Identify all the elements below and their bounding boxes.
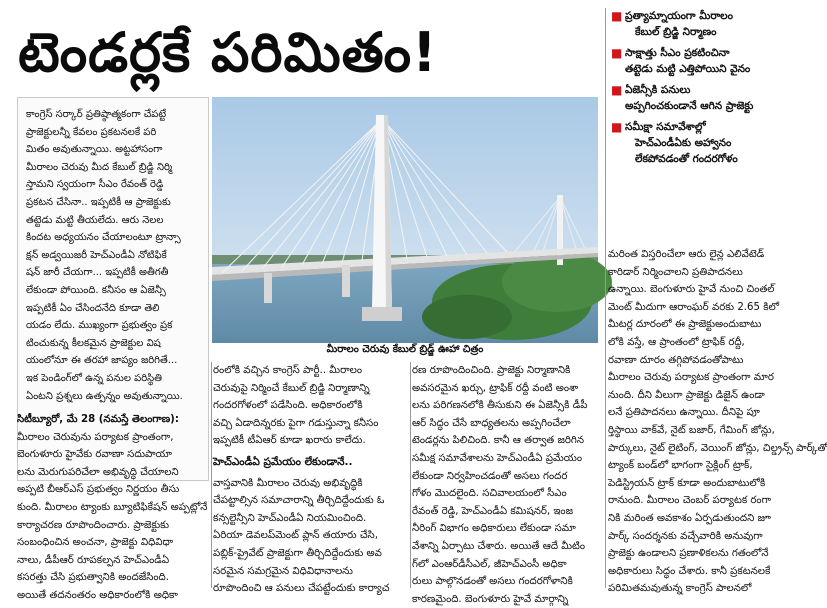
body-line: రవాణా దూరం తగ్గిపోవడంతోపాటు [608,354,744,366]
bridge-photo [212,97,598,343]
column-1 [17,411,209,605]
highlight-line: అప్పగించకుండానే ఆగిన ప్రాజెక్టు [625,100,754,112]
highlight-line: కేబుల్ బ్రిడ్జి నిర్మాణం [635,26,717,38]
body-line: రణ రూపొందించింది. ప్రాజెక్టు నిర్మాణానికి [412,365,571,376]
body-line: మరింత విస్తరించేలా ఆరు లైన్ల ఎలివేటెడ్ [608,249,765,260]
body-line: గ్‌లో ఎంఆర్‌డీసీఎల్, జీహెచ్ఎంసీ అధికా [412,558,567,570]
body-line: మెంట్ మీదుగా ఆరాంఘర్ వరకు 2.65 కిలో [608,301,780,313]
intro-line: ఇక పెండింగ్‌లో ఉన్న పనుల పరిస్థితి [26,372,162,384]
body-line: చెరువుపై నిర్మించే కేబుల్ బ్రిడ్జి నిర్మాణాన్ని [213,382,370,394]
highlight-line: తట్టెడు మట్టి ఎత్తిపోయిని వైనం [625,63,751,75]
body-line: ఏరియా డెవలప్‌మెంట్ ప్లాన్ తయారు చేసి, [213,530,378,542]
body-line: గందరగోళంలో పడేసింది. అధికారంలోకి [213,400,363,412]
body-line: సరమైన సమగ్రమైన విధివిధానాలను [213,565,353,577]
body-line: లేకుండా నిర్వహించడంతో అసలు గందర [412,470,568,482]
body-line: రూపొందించి ఆ పనులు చేపట్టేందుకు కార్యాచ [213,583,390,595]
intro-line: స్తామని స్వయంగా సీఎం రేవంత్ రెడ్డి [26,179,164,191]
highlight-line: ప్రత్యామ్నాయంగా మీరాలం [625,10,733,22]
body-line: కుంది. మీరాలం ట్యాంకు బ్యూటిఫికేషన్ అప్పట్లోనే [17,501,208,513]
body-line: కారణమైంది. బెంగుళూరు హైవే మార్గాన్ని [412,593,569,605]
body-line: టెండర్లను పిలిచింది. కానీ ఆ తర్వాత జరిగిన [412,435,585,447]
body-line: పార్క్ సందర్శనకు వచ్చేవారికి అనువుగా [608,530,763,542]
body-line: ఆర్ సిద్ధం చేసే బాధ్యతలను అప్పగించేలా [412,417,571,429]
highlights-box [611,8,791,244]
body-line: సమీక్ష సమావేశాలను హెచ్ఎండీఏ ప్రమేయం [412,452,583,464]
intro-line: యడం లేదు. ముఖ్యంగా ప్రభుత్వం ప్రక [26,320,173,332]
body-line: సిటీబ్యూరో, మే 28 (నమస్తే తెలంగాణ): [17,414,179,425]
red-square-bullet-icon: ■ [611,46,623,60]
body-line: పరిమితమవుతున్న కాంగ్రెస్ పాలనలో [608,583,752,595]
body-line: రులు పాల్గొనడంతో అసలు గందరగోళానికి [412,576,573,588]
page-headline: టెండర్లకే పరిమితం! [18,21,438,84]
body-line: గోళం మొదలైంది. సచివాలయంలో సీఎం [412,488,567,500]
body-line: చేపట్టాల్సిన సమాచారాన్ని తీర్చిదిద్దేందుకు ఓ [213,495,385,507]
body-line: అవసరమైన ఖర్చు, ట్రాఫిక్ రద్దీ వంటి అంశా [412,382,579,394]
column-divider [211,362,212,588]
body-line: లోకి వస్తే, ఆ ప్రాంతంలో ట్రాఫిక్ రద్దీ, [608,336,745,348]
body-line: పబ్లిక్-ప్రైవేట్ ప్రాజెక్టుగా తీర్చిదిద్దేందుకు అవ [213,547,382,559]
intro-line: కాంగ్రెస్ సర్కార్ ప్రతిష్ఠాత్మకంగా చేపట్టే [26,109,167,120]
body-line: లనే ప్రతిపాదనలు ఉన్నాయి. దీనిపై పూ [608,407,760,419]
intro-line: లేకుండా పోయింది. కనీసం ఆ ఏజెన్సీ [26,284,166,296]
intro-line: మీరాలం చెరువు మీద కేబుల్ బ్రిడ్జి నిర్మి [26,161,173,173]
body-line: ట్యాంక్ బండ్‌లో భాగంగా సైక్లింగ్ ట్రాక్, [608,460,753,472]
column-3 [412,362,604,608]
intro-line: ప్రాజెక్టులన్నీ కేవలం ప్రకటనలకే పరి [26,126,157,138]
highlight-item [611,82,791,114]
body-line: ఉన్నాయి. బెంగుళూరు హైవే నుంచి చింతల్ [608,284,775,296]
body-line: రానుంది. మీరాలం చెంబర్ పర్యాటక రంగా [608,495,771,507]
body-line: ప్రాజెక్టు ఉండాలని ప్రణాళికలను గతంలోనే [608,548,769,560]
body-line: మీరాలం చెరువు పర్యాటక ప్రాంతంగా మార [608,372,774,384]
column-divider [605,8,606,588]
column-2 [213,362,408,598]
highlight-line: ఏజెన్సీకి పనులు [625,84,691,96]
body-line: వాస్తవానికి మీరాలం చెరువు అభివృద్ధికి [213,477,363,489]
body-line: లను మెరుగుపరిచేలా అభివృద్ధి చేయాలని [17,466,179,478]
body-line: ర్తిస్థాయి వాక్‌వే, నైట్ బజార్, గేమింగ్ జోన్లు, [608,424,775,436]
body-line: వేశాన్ని ఏర్పాటు చేశారు. అయితే ఆదే మీటిం [412,540,586,552]
body-line: ఇప్పటికీ టీఏఆర్ కూడా ఖరారు కాలేదు. [213,435,366,447]
body-line: మీటర్ల దూరంలో ఈ ప్రాజెక్టుఅందుబాటు [608,319,762,331]
body-line: మీరాలం చెరువును పర్యాటక ప్రాంతంగా, [17,431,174,443]
intro-line: షన్ జారీ చేయగా... ఇప్పటికీ అతీగతీ [26,267,169,279]
body-line: కన్సల్టెన్సీని హెచ్ఎండీఏ నియమించింది. [213,512,367,524]
body-line: లను పరిగణనలోకి తీసుకుని ఈ ఏజెన్సీకి డీపీ [412,400,588,412]
intro-line: ఇప్పటికీ ఏం చేసిందనేది కూడా తెలి [26,302,160,314]
intro-line: కిందట అధ్యయనం చేయాలంటూ ట్రాన్సా [26,232,181,244]
body-line: నుంది. దీని వీలుగా ప్రాజెక్టు డిజైన్ ఉండా [608,389,765,401]
highlight-line: హెచ్ఎండీఏకు అహ్వానం [635,137,732,149]
intro-line: ప్రకటన చేసినా.. ఇప్పటికీ ఆ ప్రాజెక్టుకు [26,196,171,208]
body-line: సంబంధించిన అంచనా, ప్రాజెక్టు విధివిధా [17,537,174,549]
body-line: రంలోకి వచ్చిన కాంగ్రెస్ పార్టీ.. మీరాలం [213,365,363,376]
section-subhead: హెచ్ఎండీఏ ప్రమేయం లేకుండానే.. [213,455,353,468]
intro-line: తట్టెడు మట్టి తీయలేదు. ఆరు నెలల [26,214,164,226]
column-4 [608,246,827,598]
red-square-bullet-icon: ■ [611,9,623,23]
body-line: కార్యాచరణ రూపొందించారు. ప్రాజెక్టుకు [17,519,170,531]
column-divider [410,362,411,588]
body-line: నాలు, డీపీఆర్ రూపకల్పన హెచ్ఎండీఏ [17,554,170,566]
highlight-line: సమీక్షా సమావేశాల్లో [625,121,706,133]
highlight-item [611,8,791,40]
cable-bridge-illustration [212,97,598,343]
red-square-bullet-icon: ■ [611,120,623,134]
body-line: అప్పటి బీఆర్ఎస్ ప్రభుత్వం నిర్ణయం తీసు [17,484,180,496]
highlight-item [611,119,791,167]
body-line: నీరింగ్ విభాగం అధికారులు లేకుండా సమా [412,523,576,535]
highlight-item [611,45,791,77]
body-line: కసరత్తు చేసి ప్రభుత్వానికి అందజేసింది. [17,572,169,584]
body-line: అధికారులు సిద్ధం చేశారు. కానీ ప్రకటనలకే [608,565,771,577]
body-line: కారిడార్ నిర్మించాలని ప్రతిపాదనలు [608,266,743,278]
intro-line: క్షన్ అడ్వయిజరీ హెచ్ఎండీఏ నోటిఫికే [26,249,167,261]
body-line: నికి మరింత అవకాశం ఏర్పడుతుందని జూ [608,512,771,524]
highlight-line: సాక్షాత్తు సీఎం ప్రకటించినా [625,47,730,59]
intro-line: టించుకున్న కీలకమైన ప్రాజెక్టుల విష [26,337,161,349]
body-line: బెంగుళూరు హైవేకు రవాణా సదుపాయా [17,449,172,461]
red-square-bullet-icon: ■ [611,83,623,97]
body-line: పెడిస్ట్రియన్ ట్రాక్ కూడా అందుబాటులోకి [608,477,766,489]
intro-line: యంలోనూ ఈ తరహా జాప్యం జరిగితే... [26,355,178,367]
body-line: పార్కులు, నైట్ లైటింగ్, వెయింగ్ జోన్లు, చిల్డ్రన్స్ పార్క్‌తో [608,442,827,454]
photo-caption: మీరాలం చెరువు కేబుల్ బ్రిడ్జ్ ఊహా చిత్రం [326,344,484,355]
intro-line: ఏంటని ప్రశ్నలు ఉత్పన్నం అవుతున్నాయి. [26,390,183,402]
intro-line: మితం అవుతున్నాయి. అట్టహాసంగా [26,144,163,156]
body-line: రేవంత్ రెడ్డి, హెచ్ఎండీఏ కమిషనర్, ఇంజ [412,505,574,517]
highlight-line: లేకపోవడంతో గందరగోళం [635,153,738,165]
body-line: అయితే తదనంతరం అధికారంలోకి అధికా [17,589,178,601]
body-line: వచ్చి ఏడాదిన్నరకు పైగా గడుస్తున్నా కనీసం [213,417,379,429]
